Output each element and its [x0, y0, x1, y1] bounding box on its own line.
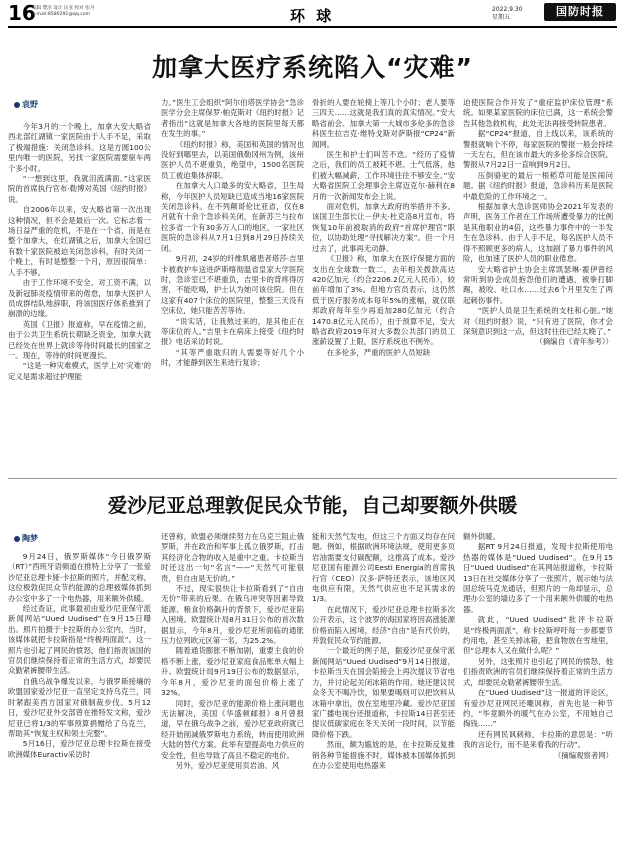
paragraph: 能和天然气发电，但这三个方面又均存在问题。例如，根据欧洲环境法规，使用更多页岩油需要支付碳配额，这推高了成本。爱沙尼亚国有能源公司Eesti Energia的首席执行官（CEO）汉多·萨特还表示，该地区风电供应有限，天然气供应也不足其需求的1/3。 — [312, 532, 455, 604]
newspaper-logo: 国防时报 — [544, 3, 616, 21]
weekday: 星期五 — [492, 13, 511, 21]
paragraph: “医护人员是卫生系统的支柱和心脏。”她对《纽约时报》说，“只有进了医院，你才会深刻意识到这一点，但这时往往已经太晚了。” — [463, 306, 613, 336]
paragraph: 在此情况下，爱沙尼亚总理卡拉斯多次公开表示，这个波罗的海国家将因高涨能源价格而陷入困境，经济“自由”是有代价的，并敦促民众节约能源。 — [312, 604, 455, 646]
byline-dot-icon — [14, 536, 20, 542]
article2-column-3 — [312, 532, 455, 860]
paragraph: 由于工作环境不安全、对工资不满，以及新冠肺炎疫情带来的倦怠，加拿大医护人员成群结队地辞职，将该国医疗体系推到了崩溃的边缘。 — [8, 278, 151, 319]
paragraph: 不过，现实很快让卡拉斯看到了“自由无价”带来的后果。在俄乌冲突等因素导致能源、粮食价格飙升的背景下，爱沙尼亚陷入困境。欧盟统计局8月31日公布的首次数据显示，今年8月，爱沙尼亚所面临的通胀压力位列欧元区第一名，为25.2%。 — [161, 584, 304, 646]
section-title: 环 球 — [290, 7, 335, 25]
article2-headline: 爱沙尼亚总理敦促民众节能，自己却要额外供暖 — [107, 494, 518, 517]
article1-byline — [14, 99, 38, 110]
paragraph: 英国《卫报》报道称，早在疫情之前，由于公共卫生系统长期缺乏资金，加拿大就已经处在世界上就诊等待时间最长的国家之一。现在，等待的时间更漫长。 — [8, 319, 151, 360]
byline-dot-icon — [14, 102, 20, 108]
paragraph: 《卫报》称，加拿大在医疗保健方面的支出在全球数一数二，去年相关拨款高达420亿加元（约合2206.2亿元人民币），较前年增加了3%。但地方官员表示，这仍然低于医疗服务成本每年5%的涨幅，就仅联邦政府每年至少再追加280亿加元（约合1470.8亿元人民币），由于预算不足，安大略省政府2019年对大多数公共部门的员工涨薪设置了上限，医疗系统也不例外。 — [312, 254, 455, 347]
email-line: e-mail:8580291@qq.com — [32, 12, 91, 17]
paragraph: 另外，这张照片也引起了网民的愤怒，他们指责欧洲的官员们继续保持着正常的生活方式，却要民众勒紧裤腰带生活。 — [463, 656, 613, 687]
paragraph: 面对危机，加拿大政府的举措并不多。该国卫生部长让－伊夫·杜克洛8月宣布，将恢复10年前被取消的政府“首席护理官”职位，以协助处理“寻找解决方案”。但一个月过去了，此事再无动静。 — [312, 202, 455, 253]
article2-byline — [14, 533, 38, 544]
paragraph: 然而，颇为尴尬的是，在卡拉斯反复推销各种节能措施不时，媒体被本国媒体抓到在办公室使用电热器来 — [312, 740, 455, 770]
paragraph: 在“Uued Uudised”这一报道的评论区，有爱沙尼亚网民还嘲讽称，首先也是一种节约，“毕竟额外的暖气在办公室，不用她自己掏钱……” — [463, 688, 613, 729]
paragraph: 5月16日，爱沙尼亚总理卡拉斯在接受欧洲媒体Euractiv采访时 — [8, 739, 151, 759]
article2-author: 陶梦 — [22, 534, 38, 543]
editor-credits — [32, 6, 162, 18]
paragraph: 据“CP24”报道，自上线以来，该系统的警报就响个不停，每家医院的警报一般会持续一天左右，但在该市最大的多伦多综合医院，警报从7月22日一直响到9月2日。 — [463, 129, 613, 170]
paragraph: 随着通货膨胀不断加剧，重要主食的价格不断上涨，爱沙尼亚家庭食品账单大幅上升。欧盟统计局9月19日公布的数据显示，今年8月，爱沙尼亚的面包价格上涨了32%。 — [161, 646, 304, 698]
article-divider — [8, 478, 617, 479]
paragraph: 另外，爱沙尼亚使用页岩油、风 — [175, 760, 280, 770]
article2-column-2 — [161, 532, 304, 860]
paragraph: 医生和护士们叫苦不迭。“经历了疫情之后，我们的员工被耗不堪。士气低落，他们被大幅减薪，工作环境往往不够安全。”安大略省医院工会理事会主席迈克尔·赫利在8月的一次新闻发布会上说。 — [312, 150, 455, 201]
paragraph: “其等严重耽归的人需要等好几个小时，才能静到医生来进行复诊； — [161, 347, 304, 368]
paragraph: 9月24日，俄罗斯媒体“今日俄罗斯（RT）”西班牙语频道在推特上分享了一张爱沙尼亚总理卡娅·卡拉斯的照片，并配文称，这位极敦促民众节约能源的总理被媒体抓到办公室中多了一个电热器，用来额外供暖。 — [8, 552, 151, 603]
header-rule — [8, 26, 617, 28]
article2-source: （摘编观察者网） — [553, 750, 613, 760]
paragraph: 还曾称，欧盟必须继续努力在乌克兰阻止俄罗斯，并在政治和军事上孤立俄罗斯，打击其经济化合物的收入是重中之重。卡拉斯当时还这出一句“名言”——“天然气可能很贵，但自由是无价的。” — [161, 532, 304, 583]
paragraph: 9月初，24岁的纤维肌痛患者塔莎·吉里卡被救护车送进萨斯喀彻温省皇家大学医院时，急诊室已不堪重负，吉里卡的背疼得厉害，不能吃喝，护士认为她可该住院。但在这家有407个床位的医院里，整整三天没有空床位，她只能苦苦等待。 — [161, 254, 304, 316]
article1-author: 袁野 — [22, 100, 38, 109]
paragraph: 今年3月的一个晚上，加拿大安大略省西北部红湖镇一家医院由于人手不足，采取了极端措施：关闭急诊科。这是方圆100公里内唯一的医院，另找一家医院需要驱车两个多小时。 — [8, 122, 151, 173]
paragraph: 就此，“Uued Uudised”批评卡拉斯是“终极两面派”，称卡拉斯呼吁每一步都要节约用电，甚至关掉冰箱，把食物放在雪地里，但“总理本人又在做什么呢？” — [463, 615, 613, 656]
paragraph: 额外供暖。 — [463, 532, 500, 541]
paragraph: “说实话，让我熬过来的，是其他正在等床位的人。”吉里卡在病床上接受《纽约时报》电话采访时说。 — [161, 316, 304, 347]
paragraph: 同时，爱沙尼亚的能源价格上涨问题也无法解决，美国《华盛顿邮报》8月曾报道，早在俄乌战争之前，爱沙尼亚政府就已经开始削减俄罗斯电力系统，转而使用欧洲大陆的替代方案。此举有望提高电力供应的安全性，但也导致了高且不稳定的电价。 — [161, 698, 304, 760]
paragraph: 还有网民讽刺称，卡拉斯的意思是：“听我的言论行，而不是来看我的行动”。 — [463, 729, 613, 750]
article1-source: （摘编自《青年参考》） — [535, 337, 613, 347]
paragraph: 一个最近的例子是，据爱沙尼亚保守派新闻网站“Uued Uudised”9月14日报道，卡拉斯当天在国会陷接会上再次提议节省电力，并讨论起关闭冰箱的作用。她还建议民众冬天不喝冷饮，如果要喝则可以把饮料从冰箱中拿出，放在室地里冷藏。爱沙尼亚国家广播电视台还报道称，卡拉斯14日甚至还提议低碳家庭在冬天关闭一段时间，以节能降价格下跌。 — [312, 646, 455, 739]
paragraph: 骨折的人要在轮椅上等几个小时；老人要等三四天……这就是我们真的真实情况。”安大略省前会、加拿大第一大城市多伦多的急诊科医生拉吉克·维特戈斯对萨斯报“CP24”新闻网。 — [312, 98, 455, 149]
article1-column-3 — [312, 98, 455, 476]
paragraph: 压倒骆驼的最后一根稻草可能是医闹问题。据《纽约时报》报道，急诊科历来是医院中最危险的工作环境之一。 — [463, 170, 613, 201]
article1-column-1 — [8, 122, 151, 476]
paragraph: 安大略省护士协会主席凯瑟琳·霍伊曾经常听到协会成员抱怨他们的遭遇，被拳打脚踢，被咬、吐口水……过去6个月里发生了两起刺伤事件。 — [463, 264, 613, 305]
article1-column-4 — [463, 98, 613, 476]
page-number: 16 — [8, 1, 36, 25]
article2-column-1 — [8, 552, 151, 860]
paragraph: 根据加拿大急诊医师协会2021年发表的声明，医务工作者在工作场所遭受暴力的比例是其他职业的4倍，这些暴力事件中的一半发生在急诊科。由于人手不足，每名医护人员不得不照顾更多的病人，这加剧了暴力事件的风险，也加速了医护人员的职业倦怠。 — [463, 202, 613, 264]
paragraph: 在多伦多，严重的医护人员短缺 — [326, 347, 431, 357]
paragraph: 据RT 9月24日报道，发现卡拉斯使用电热器的媒体是“Uued Uudised”。在9月15日“Uued Uudised”在其网站报道称，卡拉斯13日在社交媒体分享了一张照片，展示她与法国总统马克龙通话，但照片的一角却显示，总理办公室的墙边多了一个用来额外供暖的电热器。 — [463, 542, 613, 614]
paragraph: 《纽约时报》称，美国和英国的情况也没好到哪里去，以美国俄勒冈州为例，该州医护人员不堪重负，绝望中，1500名医院员工被迫集体辞职。 — [161, 139, 304, 180]
date: 2022.9.30 — [492, 6, 523, 13]
paragraph: “这是一种灾难模式，医学上对‘灾难’的定义是需求超过护理能 — [8, 361, 151, 381]
editor-line: 编辑 樊浩 设计 匡亚 校对 张丹 — [32, 6, 95, 11]
paragraph: 自2006年以来，安大略省第一次出现这种情况，但不会是最后一次。它标志着一场日益严重的危机，不是在一个省，而是在整个加拿大，在红湖镇之后，加拿大全国已有数十家医院被迫关闭急诊科，有时关闭一个晚上，有时是整整一个月，原因很简单：人手不够。 — [8, 205, 151, 277]
issue-date — [492, 6, 523, 21]
article1-headline: 加拿大医疗系统陷入“灾难” — [152, 53, 473, 82]
paragraph: “一想到这里，我就泪流满面。”这家医院的首席执行官布·勒博对英国《纽约时报》说。 — [8, 174, 151, 204]
paragraph: 力。”医生工会组织“阿尔伯塔医学协会”急诊医学分会主席保罗·帕克斯对《纽约时报》记者指出“这就是加拿大各地的医院里每天都在发生的事。” — [161, 98, 304, 139]
paragraph: 经过查证，此事最初由爱沙尼亚保守派新闻网站“Uued Uudised”在9月15日曝出。照片拍摄于卡拉斯的办公室内，当时，该媒体就把卡拉斯指是“终极两面派”。这一照片也引起了网民的愤怒，他们指责该国的官员们继续保持着正常的生活方式，却要民众勤紧裤腰带生活。 — [8, 604, 151, 676]
paragraph: 自俄乌战争爆发以来，与俄罗斯接壤的欧盟国家爱沙尼亚一直坚定支持乌克兰，同时紧跟美西方国家对俄制裁步伐。5月12日，爱沙尼亚外交部曾在推特发文称，爱沙尼亚已将1/3的军事预算捐赠给了乌克兰，帮助其“恢复主权和领土完整”。 — [8, 676, 151, 738]
article2-column-4 — [463, 532, 613, 860]
article1-column-2 — [161, 98, 304, 476]
paragraph: 迫使医院合作开发了“重症监护床位管理”系统。如果某家医院的床位已满，这一系统会警告其他急救机构，此处无法再接受转院患者。 — [463, 98, 613, 128]
paragraph: 在加拿大人口最多的安大略省，卫生局称，今年医护人员短缺已造成当地16家医院关闭急诊科。在不列颠哥伦比亚省，仅在8月就有十余个急诊科关闭，在新苏兰与拉布拉多省一个有30多万人口的地区，一家社区医院的急诊科从7月1日到8月29日持续关闭。 — [161, 181, 304, 253]
